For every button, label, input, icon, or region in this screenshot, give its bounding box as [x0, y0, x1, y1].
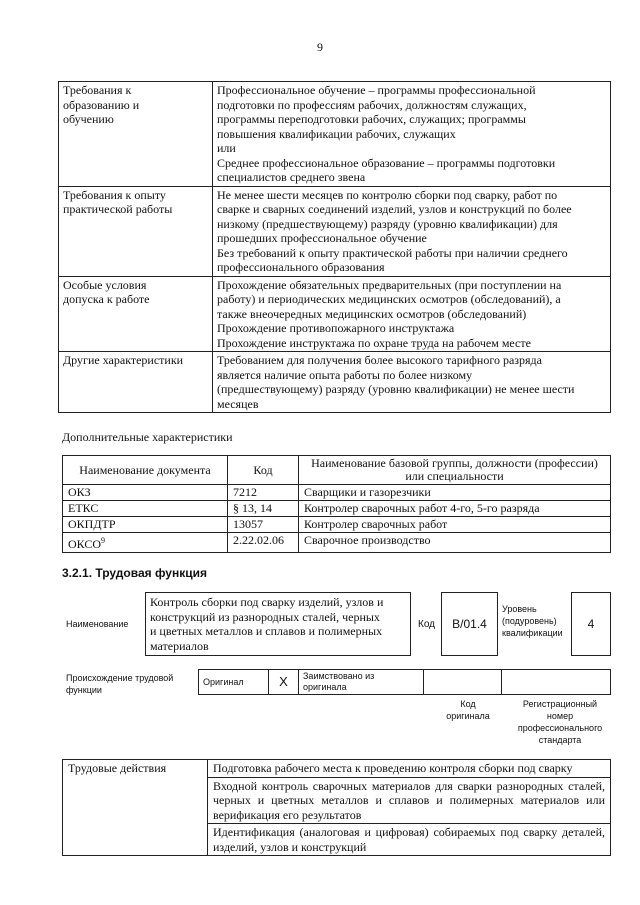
table-header-row — [63, 456, 611, 485]
document-name-cell: ЕТКС — [63, 501, 228, 517]
code-cell: § 13, 14 — [228, 501, 299, 517]
requirement-row — [59, 352, 611, 413]
group-name-cell: Сварщики и газорезчики — [299, 485, 611, 501]
function-name-line: материалов — [150, 638, 209, 653]
group-name-cell: Сварочное производство — [299, 533, 611, 553]
table-row — [63, 485, 611, 501]
header-document-name: Наименование документа — [63, 456, 228, 485]
additional-characteristics-title: Дополнительные характеристики — [62, 430, 233, 444]
requirement-value: Требованием для получения более высокого тарифного разряда является наличие опыта работы по более низкому (предшествующему) разряду (уровню квалификации) не менее шести месяцев — [213, 352, 611, 413]
requirement-label: Требования к образованию и обучению — [59, 82, 213, 187]
function-name-line: конструкций из разнородных сталей, черных — [150, 609, 380, 624]
original-mark: X — [269, 670, 299, 695]
code-cell: 2.22.02.06 — [228, 533, 299, 553]
table-row — [63, 533, 611, 553]
code-original-label: Код оригинала — [446, 699, 490, 721]
labor-actions-table — [62, 759, 611, 856]
function-name-box — [145, 592, 411, 656]
labor-actions-label: Трудовые действия — [63, 760, 208, 856]
qualification-level-label: Уровень (подуровень) квалификации — [502, 604, 563, 638]
header-code: Код — [228, 456, 299, 485]
labor-function-heading: 3.2.1. Трудовая функция — [62, 566, 207, 580]
requirement-value: Профессиональное обучение – программы профессиональной подготовки по профессиям рабочих, должностям служащих, программы переподготовки рабочих, служащих; программы повышения квалификации рабочих, служащих или Среднее профессиональное образование – программы подготовки специалистов среднего звена — [213, 82, 611, 187]
requirements-table — [58, 81, 611, 413]
function-name-line: и цветных металлов и сплавов и полимерных — [150, 624, 383, 638]
footnote-mark: 9 — [101, 536, 106, 545]
page-number: 9 — [317, 40, 323, 54]
function-name-line: Контроль сборки под сварку изделий, узлов и — [150, 595, 384, 609]
code-cell: 7212 — [228, 485, 299, 501]
requirement-label: Особые условия допуска к работе — [59, 276, 213, 352]
origin-table — [198, 669, 611, 695]
code-cell: 13057 — [228, 517, 299, 533]
additional-characteristics-table — [62, 455, 611, 553]
original-label: Оригинал — [199, 670, 269, 695]
group-name-cell: Контролер сварочных работ 4-го, 5-го разряда — [299, 501, 611, 517]
requirement-row — [59, 276, 611, 352]
requirement-value: Не менее шести месяцев по контролю сборки под сварку, работ по сварке и сварных соединений изделий, узлов и конструкций по более низкому (предшествующему) разряду (уровню квалификации) для прошедших профессиональное обучение Без требований к опыту практической работы при наличии среднего профессионального образования — [213, 186, 611, 276]
document-name-cell: ОКСО$^9$ — [63, 533, 228, 553]
requirement-label: Другие характеристики — [59, 352, 213, 413]
requirement-label: Требования к опыту практической работы — [59, 186, 213, 276]
function-code-box: B/01.4 — [441, 592, 498, 656]
requirement-row — [59, 186, 611, 276]
document-name-cell: ОКЗ — [63, 485, 228, 501]
qualification-level-box: 4 — [571, 592, 611, 656]
reg-number-cell — [502, 670, 611, 695]
origin-label: Происхождение трудовой функции — [66, 673, 174, 695]
requirement-value: Прохождение обязательных предварительных (при поступлении на работу) и периодических медицинских осмотров (обследований), а также внеочередных медицинских осмотров (обследований) Прохождение противопожарного инструктажа Прохождение инструктажа по охране труда на рабочем месте — [213, 276, 611, 352]
header-group-name: Наименование базовой группы, должности (профессии) или специальности — [299, 456, 611, 485]
requirement-row — [59, 82, 611, 187]
labor-action-item: Идентификация (аналоговая и цифровая) собираемых под сварку деталей, изделий, узлов и конструкций — [208, 824, 611, 856]
name-label: Наименование — [66, 619, 129, 629]
labor-action-item: Подготовка рабочего места к проведению контроля сборки под сварку — [208, 760, 611, 778]
table-row — [63, 501, 611, 517]
document-name-cell: ОКПДТР — [63, 517, 228, 533]
borrowed-label: Заимствовано из оригинала — [299, 670, 424, 695]
reg-number-label: Регистрационный номер профессионального стандарта — [517, 699, 603, 745]
labor-action-item: Входной контроль сварочных материалов для сварки разнородных сталей, черных и цветных металлов и сплавов и полимерных материалов или верификация его результатов — [208, 777, 611, 824]
group-name-cell: Контролер сварочных работ — [299, 517, 611, 533]
code-label: Код — [418, 619, 436, 630]
code-original-cell — [424, 670, 502, 695]
table-row — [63, 517, 611, 533]
